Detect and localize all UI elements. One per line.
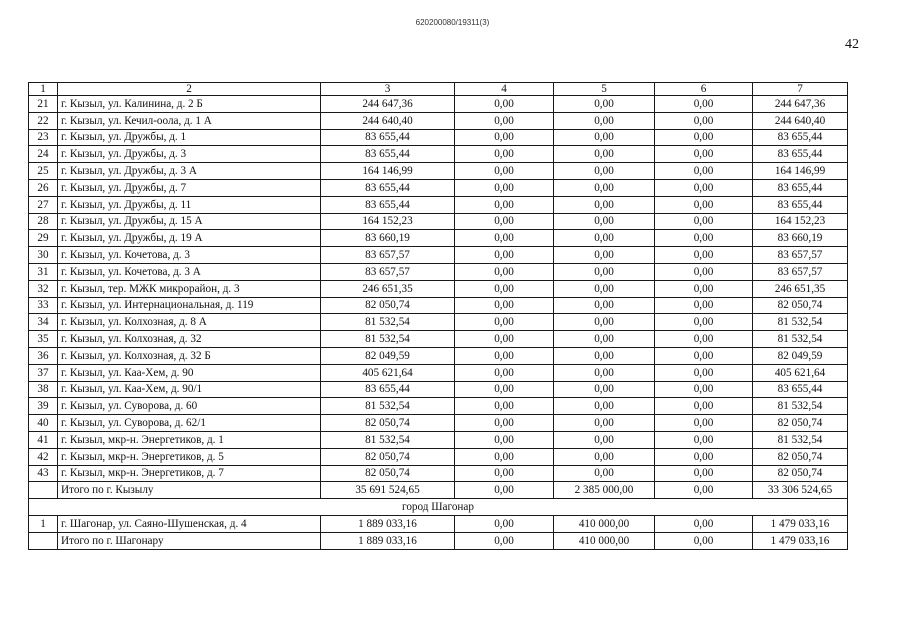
table-cell: 82 049,59 <box>753 347 848 364</box>
table-cell <box>29 532 58 549</box>
table-cell: 0,00 <box>655 263 753 280</box>
table-cell: 164 146,99 <box>321 163 455 180</box>
table-cell: Итого по г. Шагонару <box>58 532 321 549</box>
table-cell: 83 657,57 <box>753 247 848 264</box>
table-cell: 0,00 <box>554 96 655 113</box>
table-cell: 83 655,44 <box>321 129 455 146</box>
table-cell: 0,00 <box>655 364 753 381</box>
table-cell: 0,00 <box>455 532 554 549</box>
table-cell: 1 479 033,16 <box>753 532 848 549</box>
table-cell: 81 532,54 <box>753 331 848 348</box>
table-cell: 0,00 <box>655 163 753 180</box>
table-row <box>29 263 848 280</box>
table-row <box>29 398 848 415</box>
table-row <box>29 280 848 297</box>
table-cell: 0,00 <box>655 297 753 314</box>
table-cell: 0,00 <box>455 247 554 264</box>
table-cell: 0,00 <box>655 532 753 549</box>
table-cell: 410 000,00 <box>554 532 655 549</box>
table-cell: 0,00 <box>655 482 753 499</box>
table-cell: 83 655,44 <box>753 381 848 398</box>
table-cell: 26 <box>29 179 58 196</box>
table-cell: г. Кызыл, мкр-н. Энергетиков, д. 7 <box>58 465 321 482</box>
table-cell: 0,00 <box>554 431 655 448</box>
table-cell: 83 655,44 <box>321 146 455 163</box>
table-cell: 82 050,74 <box>321 448 455 465</box>
table-cell: г. Кызыл, ул. Каа-Хем, д. 90/1 <box>58 381 321 398</box>
table-cell: 244 647,36 <box>753 96 848 113</box>
table-cell: 0,00 <box>554 129 655 146</box>
table-cell: 405 621,64 <box>321 364 455 381</box>
table-cell: 82 050,74 <box>753 448 848 465</box>
table-cell: 0,00 <box>455 347 554 364</box>
table-cell: 1 889 033,16 <box>321 532 455 549</box>
table-cell: 40 <box>29 415 58 432</box>
table-cell: 246 651,35 <box>321 280 455 297</box>
table-cell: 0,00 <box>554 415 655 432</box>
table-cell: 27 <box>29 196 58 213</box>
table-cell: 35 <box>29 331 58 348</box>
table-row <box>29 314 848 331</box>
table-cell: г. Кызыл, ул. Дружбы, д. 19 А <box>58 230 321 247</box>
table-cell: г. Кызыл, ул. Калинина, д. 2 Б <box>58 96 321 113</box>
table-cell: 25 <box>29 163 58 180</box>
table-cell: 0,00 <box>554 230 655 247</box>
table-cell: 83 655,44 <box>753 196 848 213</box>
table-row <box>29 112 848 129</box>
register-table <box>28 82 848 550</box>
table-cell: 83 657,57 <box>321 247 455 264</box>
table-cell: 0,00 <box>554 297 655 314</box>
column-header: 4 <box>455 83 554 96</box>
document-id: 620200080/19311(3) <box>415 18 490 27</box>
table-cell: 0,00 <box>455 431 554 448</box>
table-cell: 246 651,35 <box>753 280 848 297</box>
table-cell: 0,00 <box>655 280 753 297</box>
table-cell: 1 <box>29 515 58 532</box>
table-cell: 0,00 <box>455 515 554 532</box>
table-cell: 0,00 <box>554 398 655 415</box>
table-cell: 0,00 <box>655 398 753 415</box>
table-row <box>29 247 848 264</box>
table-cell: г. Шагонар, ул. Саяно-Шушенская, д. 4 <box>58 515 321 532</box>
table-cell: 0,00 <box>554 381 655 398</box>
table-cell: 39 <box>29 398 58 415</box>
table-row <box>29 96 848 113</box>
table-cell: 0,00 <box>554 465 655 482</box>
table-cell: 0,00 <box>455 280 554 297</box>
table-cell: 0,00 <box>455 398 554 415</box>
page-number: 42 <box>845 37 859 52</box>
column-header: 2 <box>58 83 321 96</box>
table-cell: 43 <box>29 465 58 482</box>
table-cell: 28 <box>29 213 58 230</box>
table-cell: 1 889 033,16 <box>321 515 455 532</box>
table-row <box>29 364 848 381</box>
table-cell: 0,00 <box>455 331 554 348</box>
table-cell: 31 <box>29 263 58 280</box>
table-cell: 0,00 <box>554 448 655 465</box>
table-cell: 37 <box>29 364 58 381</box>
table-cell: 0,00 <box>554 314 655 331</box>
table-cell: 0,00 <box>455 96 554 113</box>
table-cell: г. Кызыл, ул. Суворова, д. 62/1 <box>58 415 321 432</box>
table-cell: 0,00 <box>455 196 554 213</box>
table-cell: 83 660,19 <box>321 230 455 247</box>
column-header: 6 <box>655 83 753 96</box>
table-cell: 83 657,57 <box>753 263 848 280</box>
table-cell: 81 532,54 <box>753 431 848 448</box>
table-cell: 0,00 <box>455 381 554 398</box>
table-cell: 0,00 <box>655 247 753 264</box>
table-cell: 0,00 <box>655 213 753 230</box>
table-cell: г. Кызыл, ул. Кочетова, д. 3 А <box>58 263 321 280</box>
table-cell: 0,00 <box>655 314 753 331</box>
table-cell: 0,00 <box>455 448 554 465</box>
table-row <box>29 448 848 465</box>
table-cell: 0,00 <box>455 465 554 482</box>
table-cell: г. Кызыл, ул. Кечил-оола, д. 1 А <box>58 112 321 129</box>
table-cell: 0,00 <box>455 146 554 163</box>
table-cell: 83 655,44 <box>321 179 455 196</box>
table-cell: Итого по г. Кызылу <box>58 482 321 499</box>
table-cell: 38 <box>29 381 58 398</box>
table-cell: г. Кызыл, мкр-н. Энергетиков, д. 1 <box>58 431 321 448</box>
table-cell: 0,00 <box>554 280 655 297</box>
table-cell: 0,00 <box>655 196 753 213</box>
table-cell: 0,00 <box>455 230 554 247</box>
column-header: 3 <box>321 83 455 96</box>
table-cell: 0,00 <box>655 415 753 432</box>
table-cell: 34 <box>29 314 58 331</box>
table-row <box>29 381 848 398</box>
table-cell: г. Кызыл, ул. Кочетова, д. 3 <box>58 247 321 264</box>
table-cell: 82 049,59 <box>321 347 455 364</box>
table-cell: 0,00 <box>655 146 753 163</box>
table-cell: 22 <box>29 112 58 129</box>
table-cell: 82 050,74 <box>753 465 848 482</box>
table-cell: 29 <box>29 230 58 247</box>
table-cell: 81 532,54 <box>321 431 455 448</box>
table-cell: 164 146,99 <box>753 163 848 180</box>
column-header: 7 <box>753 83 848 96</box>
column-header: 1 <box>29 83 58 96</box>
table-cell: 0,00 <box>554 213 655 230</box>
table-row <box>29 297 848 314</box>
total-row-kyzyl <box>29 482 848 499</box>
table-cell: 81 532,54 <box>753 398 848 415</box>
table-cell: 81 532,54 <box>321 331 455 348</box>
table-cell: 0,00 <box>655 431 753 448</box>
table-row <box>29 431 848 448</box>
table-cell: 2 385 000,00 <box>554 482 655 499</box>
table-row <box>29 213 848 230</box>
table-cell: 0,00 <box>554 263 655 280</box>
table-row <box>29 331 848 348</box>
table-cell: г. Кызыл, ул. Дружбы, д. 3 А <box>58 163 321 180</box>
table-cell: 83 660,19 <box>753 230 848 247</box>
table-cell: г. Кызыл, тер. МЖК микрорайон, д. 3 <box>58 280 321 297</box>
table-row <box>29 196 848 213</box>
table-cell: 0,00 <box>455 179 554 196</box>
table-cell: г. Кызыл, ул. Интернациональная, д. 119 <box>58 297 321 314</box>
table-cell: 1 479 033,16 <box>753 515 848 532</box>
table-cell: 0,00 <box>554 364 655 381</box>
table-cell: 0,00 <box>655 448 753 465</box>
table-cell: 81 532,54 <box>321 314 455 331</box>
table-cell: г. Кызыл, ул. Дружбы, д. 3 <box>58 146 321 163</box>
table-cell: 33 <box>29 297 58 314</box>
table-cell: 0,00 <box>655 96 753 113</box>
total-row-shagonar <box>29 532 848 549</box>
table-cell: 0,00 <box>455 415 554 432</box>
table-cell: 244 640,40 <box>321 112 455 129</box>
table-cell: 81 532,54 <box>321 398 455 415</box>
table-cell: 0,00 <box>655 347 753 364</box>
table-cell: 42 <box>29 448 58 465</box>
table-row <box>29 347 848 364</box>
table-cell: 83 655,44 <box>753 129 848 146</box>
table-cell: 33 306 524,65 <box>753 482 848 499</box>
table-cell: г. Кызыл, ул. Каа-Хем, д. 90 <box>58 364 321 381</box>
table-cell: г. Кызыл, ул. Колхозная, д. 32 Б <box>58 347 321 364</box>
column-header: 5 <box>554 83 655 96</box>
table-cell <box>29 482 58 499</box>
table-cell: 0,00 <box>455 263 554 280</box>
table-cell: 82 050,74 <box>753 415 848 432</box>
table-cell: 0,00 <box>655 129 753 146</box>
table-cell: г. Кызыл, ул. Дружбы, д. 11 <box>58 196 321 213</box>
table-cell: 0,00 <box>455 163 554 180</box>
table-cell: г. Кызыл, ул. Дружбы, д. 15 А <box>58 213 321 230</box>
table-cell: 0,00 <box>554 146 655 163</box>
table-row <box>29 129 848 146</box>
table-cell: 0,00 <box>455 112 554 129</box>
table-cell: 0,00 <box>655 112 753 129</box>
table-cell: 0,00 <box>554 163 655 180</box>
table-cell: 0,00 <box>655 179 753 196</box>
table-cell: 0,00 <box>455 482 554 499</box>
table-row <box>29 465 848 482</box>
table-cell: 82 050,74 <box>321 465 455 482</box>
table-cell: 24 <box>29 146 58 163</box>
table-cell: 0,00 <box>554 247 655 264</box>
table-cell: 0,00 <box>455 297 554 314</box>
table-cell: г. Кызыл, мкр-н. Энергетиков, д. 5 <box>58 448 321 465</box>
section-row-shagonar <box>29 499 848 516</box>
table-cell: г. Кызыл, ул. Дружбы, д. 1 <box>58 129 321 146</box>
table-cell: 0,00 <box>455 129 554 146</box>
table-cell: 21 <box>29 96 58 113</box>
table-cell: 35 691 524,65 <box>321 482 455 499</box>
table-cell: 36 <box>29 347 58 364</box>
table-cell: 82 050,74 <box>321 297 455 314</box>
table-cell: 0,00 <box>455 364 554 381</box>
table-cell: 0,00 <box>554 347 655 364</box>
table-cell: 164 152,23 <box>321 213 455 230</box>
table-cell: 81 532,54 <box>753 314 848 331</box>
table-cell: 83 655,44 <box>321 196 455 213</box>
table-cell: 0,00 <box>655 331 753 348</box>
table-cell: 32 <box>29 280 58 297</box>
table-cell: г. Кызыл, ул. Суворова, д. 60 <box>58 398 321 415</box>
table-cell: 0,00 <box>554 179 655 196</box>
table-cell: 82 050,74 <box>753 297 848 314</box>
table-row <box>29 179 848 196</box>
table-cell: 30 <box>29 247 58 264</box>
table-cell: 244 640,40 <box>753 112 848 129</box>
table-cell: 244 647,36 <box>321 96 455 113</box>
table-cell: 164 152,23 <box>753 213 848 230</box>
section-heading: город Шагонар <box>29 499 848 516</box>
column-number-row <box>29 83 848 96</box>
table-row <box>29 146 848 163</box>
table-cell: 83 655,44 <box>753 146 848 163</box>
table-cell: 0,00 <box>455 314 554 331</box>
table-cell: г. Кызыл, ул. Колхозная, д. 8 А <box>58 314 321 331</box>
table-cell: 0,00 <box>455 213 554 230</box>
table-row <box>29 515 848 532</box>
table-cell: г. Кызыл, ул. Дружбы, д. 7 <box>58 179 321 196</box>
table-cell: 0,00 <box>554 331 655 348</box>
table-cell: 83 655,44 <box>321 381 455 398</box>
table-cell: г. Кызыл, ул. Колхозная, д. 32 <box>58 331 321 348</box>
table-cell: 0,00 <box>655 515 753 532</box>
table-cell: 405 621,64 <box>753 364 848 381</box>
table-cell: 0,00 <box>655 465 753 482</box>
table-cell: 41 <box>29 431 58 448</box>
table-row <box>29 415 848 432</box>
table-cell: 0,00 <box>655 230 753 247</box>
table-cell: 410 000,00 <box>554 515 655 532</box>
table-cell: 0,00 <box>554 112 655 129</box>
table-cell: 83 655,44 <box>753 179 848 196</box>
table-row <box>29 230 848 247</box>
table-cell: 23 <box>29 129 58 146</box>
table-cell: 82 050,74 <box>321 415 455 432</box>
table-row <box>29 163 848 180</box>
table-cell: 0,00 <box>554 196 655 213</box>
table-cell: 83 657,57 <box>321 263 455 280</box>
table-cell: 0,00 <box>655 381 753 398</box>
